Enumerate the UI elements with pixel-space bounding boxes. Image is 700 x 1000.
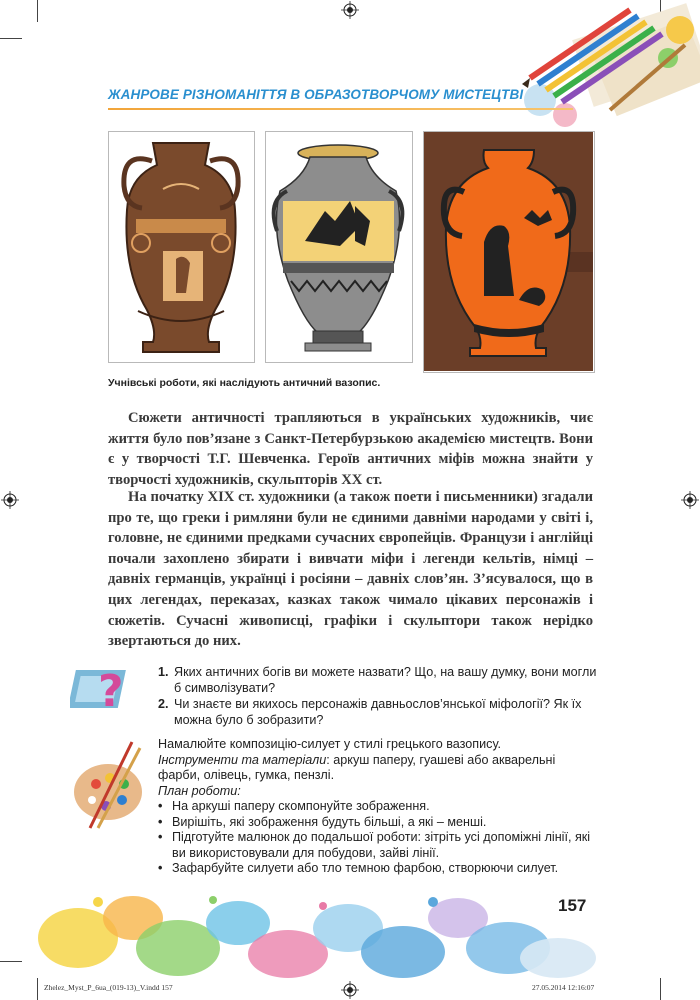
crop-mark <box>0 38 22 39</box>
plan-step-text: Вирішіть, які зображення будуть більші, а які – менші. <box>172 814 487 829</box>
bullet-icon: • <box>158 861 163 875</box>
crop-mark <box>37 0 38 22</box>
plan-step <box>158 830 598 861</box>
practical-task <box>158 737 598 877</box>
figure-caption: Учнівські роботи, які наслідують античний вазопис. <box>108 377 381 389</box>
svg-text:?: ? <box>98 666 124 717</box>
vase-artwork-brown-amphora <box>108 131 254 362</box>
task-materials <box>158 753 598 784</box>
registration-mark-icon <box>681 491 699 509</box>
question-item <box>158 696 598 728</box>
bullet-icon: • <box>158 814 163 829</box>
header-underline <box>108 108 573 110</box>
plan-step <box>158 815 598 831</box>
section-title: ЖАНРОВЕ РІЗНОМАНІТТЯ В ОБРАЗОТВОРЧОМУ МИСТЕЦТВІ <box>108 87 524 102</box>
question-number: 2. <box>158 697 169 711</box>
vase-artwork-grey-amphora <box>265 131 412 362</box>
registration-mark-icon <box>341 981 359 999</box>
crop-mark <box>37 978 38 1000</box>
question-text: Яких античних богів ви можете назвати? Що, на вашу думку, вони могли б символізувати? <box>174 665 597 695</box>
registration-mark-icon <box>341 1 359 19</box>
plan-colon: : <box>237 783 241 798</box>
crop-mark <box>660 978 661 1000</box>
plan-label: План роботи <box>158 783 238 798</box>
questions-list <box>158 664 598 728</box>
body-paragraph: Сюжети античності трапляються в українських художників, чиє життя було пов’язане з Санкт-Петербурзькою академією мистецтв. Вони є у творчості Т.Г. Шевченка. Героїв античних міфів можна знайти у творчості художників, скульпторів XX ст. <box>108 410 593 488</box>
bullet-icon: • <box>158 830 163 844</box>
plan-step-text: Підготуйте малюнок до подальшої роботи: зітріть усі допоміжні лінії, які ви використовували для побудови, зайві лінії. <box>172 830 591 860</box>
materials-text: : аркуш паперу, гуашеві або акварельні фарби, олівець, гумка, пензлі. <box>158 752 556 782</box>
question-text: Чи знаєте ви якихось персонажів давньослов’янської міфології? Як їх можна було б зобразити? <box>174 697 582 727</box>
plan-step <box>158 861 598 877</box>
plan-heading <box>158 784 598 800</box>
paint-palette-icon <box>70 740 150 830</box>
question-mark-icon <box>70 660 140 720</box>
question-item <box>158 664 598 696</box>
paint-splash-decoration <box>38 888 598 980</box>
materials-label: Інструменти та матеріали <box>158 752 327 767</box>
page-number: 157 <box>558 896 587 915</box>
plan-step-text: Зафарбуйте силуети або тло темною фарбою, створюючи силует. <box>172 861 559 875</box>
registration-mark-icon <box>1 491 19 509</box>
plan-step-text: На аркуші паперу скомпонуйте зображення. <box>172 799 430 813</box>
footer-timestamp: 27.05.2014 12:16:07 <box>532 983 595 992</box>
crop-mark <box>0 961 22 962</box>
question-number: 1. <box>158 665 169 679</box>
body-paragraph: На початку XIX ст. художники (а також поети і письменники) згадали про те, що греки і римляни були не єдиними давніми народами у світі і, головне, не єдиними предками сучасних європейців. Французи і англійці почали захоплено збирати і вивчати міфи і легенди кельтів, німці – давніх германців, українці і росіяни – давніх слов’ян. З’ясувалося, що в цих легендах, переказах, казках також чимало цікавих персонажів і сюжетів. Сучасні живописці, графіки і скульптори також нерідко звертаються до них. <box>108 489 593 650</box>
bullet-icon: • <box>158 799 163 813</box>
footer-file-name: Zhelez_Myst_P_6ua_(019-13)_V.indd 157 <box>44 983 173 992</box>
plan-step <box>158 799 598 815</box>
art-supplies-illustration <box>510 0 700 130</box>
vase-artwork-orange-vase <box>424 132 593 371</box>
task-title: Намалюйте композицію-силует у стилі грецького вазопису. <box>158 737 501 751</box>
